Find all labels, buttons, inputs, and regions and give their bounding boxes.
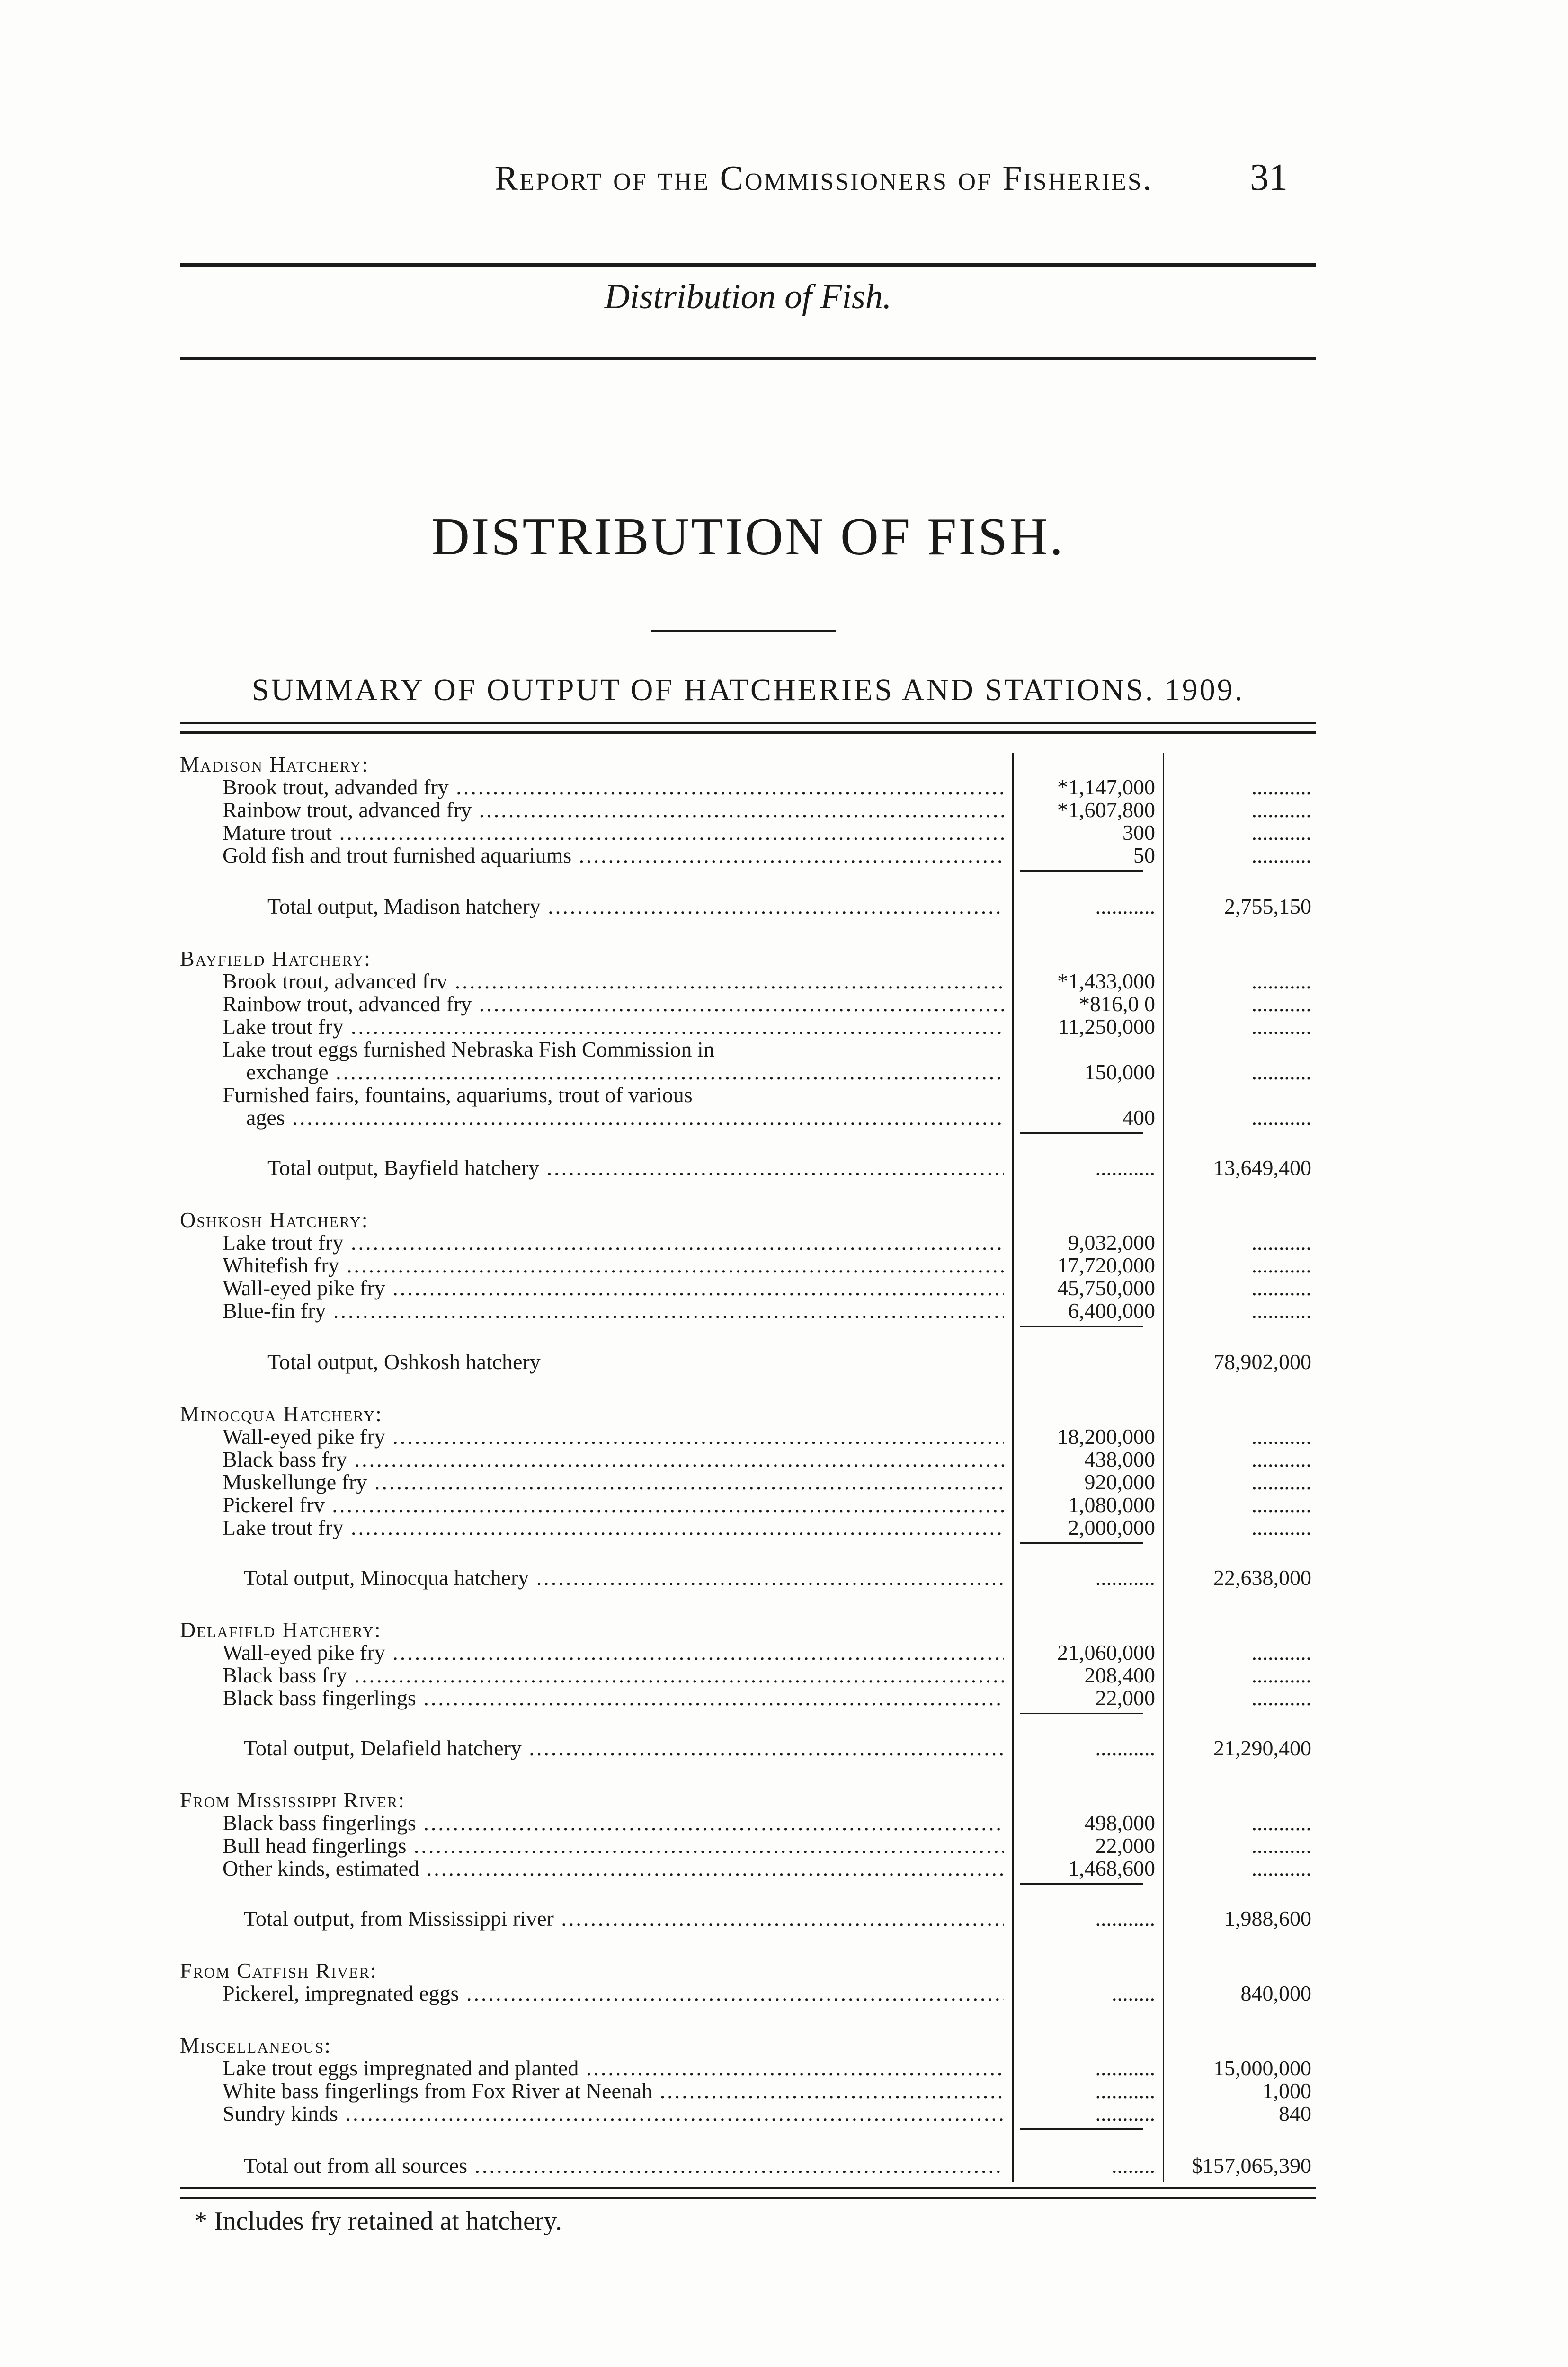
row-description: Lake trout fry .....	[223, 1015, 1004, 1039]
total-value: ...........	[1251, 1811, 1311, 1835]
table-row	[180, 1231, 1316, 1255]
total-value: 13,649,400	[1213, 1156, 1311, 1180]
detail-value: ........	[1112, 1981, 1155, 2005]
detail-value: 11,250,000	[1058, 1014, 1155, 1039]
total-row	[180, 2154, 1316, 2178]
group-heading	[180, 1959, 1316, 1983]
row-description: Wall-eyed pike fry .....	[223, 1641, 1004, 1664]
footnote: * Includes fry retained at hatchery.	[194, 2207, 562, 2236]
detail-value: 1,468,600	[1068, 1856, 1155, 1880]
total-value: ...........	[1251, 1856, 1311, 1880]
detail-value: 21,060,000	[1057, 1640, 1155, 1664]
total-value: ...........	[1251, 843, 1311, 867]
detail-value: ...........	[1095, 2101, 1155, 2126]
table-row	[180, 1425, 1316, 1449]
table-top-rule-second	[180, 731, 1316, 734]
total-row	[180, 895, 1316, 918]
row-description: Delafifld Hatchery:	[180, 1618, 382, 1642]
row-description: Brook trout, advanded fry .....	[223, 775, 1004, 799]
table-row	[180, 1106, 1316, 1130]
sum-rule	[1020, 1883, 1143, 1885]
detail-value: 2,000,000	[1068, 1515, 1155, 1539]
table-row	[180, 1686, 1316, 1710]
row-description: Total output, from Mississippi river .....	[244, 1907, 1004, 1931]
detail-value: 50	[1133, 843, 1155, 867]
total-value: ...........	[1251, 820, 1311, 845]
row-description: Total output, Madison hatchery .....	[267, 895, 1004, 918]
total-row	[180, 1907, 1316, 1931]
detail-value: 22,000	[1095, 1833, 1155, 1858]
row-description: Total output, Bayfield hatchery .....	[267, 1156, 1004, 1180]
total-value: ...........	[1251, 1515, 1311, 1539]
row-description: Muskellunge fry .....	[223, 1470, 1004, 1494]
sum-rule	[1020, 2128, 1143, 2130]
group-heading	[180, 2034, 1316, 2057]
total-value: ...........	[1251, 1493, 1311, 1517]
row-description: Lake trout fry .....	[223, 1516, 1004, 1539]
sum-rule	[1020, 1713, 1143, 1714]
total-value: 2,755,150	[1224, 894, 1311, 918]
total-value: ...........	[1251, 775, 1311, 799]
detail-value: 498,000	[1084, 1811, 1155, 1835]
detail-value: 400	[1123, 1105, 1155, 1130]
table-row	[180, 2056, 1316, 2080]
detail-value: ...........	[1095, 2079, 1155, 2103]
table-row	[180, 1038, 1316, 1061]
table-row	[180, 1493, 1316, 1517]
total-value: ...........	[1251, 1640, 1311, 1664]
row-description: Total output, Minocqua hatchery .....	[244, 1566, 1004, 1590]
main-title: DISTRIBUTION OF FISH.	[431, 507, 1065, 566]
group-heading	[180, 1208, 1316, 1232]
running-head: Report of the Commissioners of Fisheries.	[494, 159, 1153, 198]
table-row	[180, 1448, 1316, 1471]
total-row	[180, 1736, 1316, 1760]
table-row	[180, 1254, 1316, 1277]
total-value: ...........	[1251, 1276, 1311, 1300]
row-description: From Mississippi River:	[180, 1789, 405, 1812]
row-description: Lake trout fry .....	[223, 1231, 1004, 1255]
subtitle: SUMMARY OF OUTPUT OF HATCHERIES AND STATIONS. 1909.	[251, 673, 1245, 707]
total-value: 1,988,600	[1224, 1906, 1311, 1931]
sum-rule	[1020, 1326, 1143, 1327]
table-bottom-rule	[180, 2187, 1316, 2189]
detail-value: 45,750,000	[1057, 1276, 1155, 1300]
total-value: ...........	[1251, 1230, 1311, 1255]
row-description: Rainbow trout, advanced fry .....	[223, 798, 1004, 822]
sum-rule	[1020, 870, 1143, 872]
detail-value: 150,000	[1084, 1060, 1155, 1084]
detail-value: 17,720,000	[1057, 1253, 1155, 1277]
total-value: ...........	[1251, 1253, 1311, 1277]
page-number: 31	[1250, 157, 1288, 198]
table-row	[180, 1083, 1316, 1107]
row-description: White bass fingerlings from Fox River at Neenah .....	[223, 2079, 1004, 2103]
total-row	[180, 1566, 1316, 1590]
table-row	[180, 1811, 1316, 1835]
row-description: ages .....	[246, 1106, 1004, 1130]
total-value: ...........	[1251, 1663, 1311, 1687]
table-row	[180, 1299, 1316, 1323]
total-value: ...........	[1251, 1060, 1311, 1084]
section-title: Distribution of Fish.	[604, 277, 892, 316]
total-value: 1,000	[1262, 2079, 1311, 2103]
row-description: Brook trout, advanced frv .....	[223, 970, 1004, 993]
row-description: Black bass fingerlings .....	[223, 1686, 1004, 1710]
row-description: Total output, Oshkosh hatchery	[267, 1350, 541, 1374]
detail-value: 22,000	[1095, 1686, 1155, 1710]
table-bottom-rule-second	[180, 2197, 1316, 2199]
total-value: ...........	[1251, 1447, 1311, 1471]
row-description: Lake trout eggs impregnated and planted .....	[223, 2056, 1004, 2080]
table-top-rule	[180, 722, 1316, 724]
table-row	[180, 798, 1316, 822]
row-description: Minocqua Hatchery:	[180, 1402, 383, 1426]
sum-rule	[1020, 1542, 1143, 1544]
detail-value: *1,433,000	[1057, 969, 1155, 993]
total-row	[180, 1156, 1316, 1180]
title-rule	[651, 630, 836, 632]
detail-value: *1,147,000	[1057, 775, 1155, 799]
table-row	[180, 970, 1316, 993]
row-description: Black bass fingerlings .....	[223, 1811, 1004, 1835]
row-description: Mature trout .....	[223, 821, 1004, 845]
section-rule	[180, 357, 1316, 360]
total-value: 78,902,000	[1213, 1350, 1311, 1374]
row-description: Oshkosh Hatchery:	[180, 1208, 369, 1232]
table-row	[180, 992, 1316, 1016]
detail-value: ........	[1112, 2153, 1155, 2178]
total-value: ...........	[1251, 1470, 1311, 1494]
total-value: ...........	[1251, 1424, 1311, 1449]
detail-value: ...........	[1095, 1566, 1155, 1590]
total-value: ...........	[1251, 1105, 1311, 1130]
top-rule	[180, 263, 1316, 267]
detail-value: 438,000	[1084, 1447, 1155, 1471]
row-description: Bayfield Hatchery:	[180, 947, 371, 970]
detail-value: *816,0 0	[1079, 992, 1155, 1016]
row-description: Furnished fairs, fountains, aquariums, trout of various	[223, 1083, 693, 1107]
detail-value: 208,400	[1084, 1663, 1155, 1687]
table-row	[180, 775, 1316, 799]
table-row	[180, 1516, 1316, 1539]
total-value: ...........	[1251, 1686, 1311, 1710]
total-value: 15,000,000	[1213, 2056, 1311, 2080]
row-description: Lake trout eggs furnished Nebraska Fish Commission in	[223, 1038, 714, 1061]
table-row	[180, 1015, 1316, 1039]
row-description: Miscellaneous:	[180, 2034, 331, 2057]
total-value: ...........	[1251, 992, 1311, 1016]
row-description: Gold fish and trout furnished aquariums .....	[223, 844, 1004, 867]
row-description: From Catfish River:	[180, 1959, 377, 1983]
total-value: ...........	[1251, 1299, 1311, 1323]
row-description: Black bass fry .....	[223, 1664, 1004, 1687]
row-description: Pickerel, impregnated eggs .....	[223, 1982, 1004, 2005]
detail-value: 9,032,000	[1068, 1230, 1155, 1255]
table-row	[180, 844, 1316, 867]
detail-value: 300	[1123, 820, 1155, 845]
detail-value: ...........	[1095, 894, 1155, 918]
sum-rule	[1020, 1132, 1143, 1134]
table-row	[180, 2079, 1316, 2103]
table-row	[180, 1982, 1316, 2005]
group-heading	[180, 1789, 1316, 1812]
total-value: ...........	[1251, 1014, 1311, 1039]
group-heading	[180, 947, 1316, 970]
total-value: 21,290,400	[1213, 1736, 1311, 1760]
detail-value: 6,400,000	[1068, 1299, 1155, 1323]
detail-value: ...........	[1095, 1736, 1155, 1760]
detail-value: ...........	[1095, 1156, 1155, 1180]
total-value: ...........	[1251, 969, 1311, 993]
row-description: Blue-fin fry .....	[223, 1299, 1004, 1323]
table-row	[180, 1664, 1316, 1687]
group-heading	[180, 753, 1316, 776]
table-row	[180, 1857, 1316, 1880]
row-description: Bull head fingerlings .....	[223, 1834, 1004, 1858]
detail-value: 1,080,000	[1068, 1493, 1155, 1517]
table-row	[180, 1470, 1316, 1494]
row-description: Sundry kinds .....	[223, 2102, 1004, 2126]
total-value: ...........	[1251, 798, 1311, 822]
table-row	[180, 1834, 1316, 1858]
group-heading	[180, 1618, 1316, 1642]
row-description: exchange .....	[246, 1060, 1004, 1084]
table-row	[180, 1060, 1316, 1084]
total-row	[180, 1350, 1316, 1374]
table-row	[180, 2102, 1316, 2126]
row-description: Wall-eyed pike fry .....	[223, 1425, 1004, 1449]
row-description: Rainbow trout, advanced fry .....	[223, 992, 1004, 1016]
group-heading	[180, 1402, 1316, 1426]
total-value: 840	[1279, 2101, 1311, 2126]
table-row	[180, 1276, 1316, 1300]
row-description: Madison Hatchery:	[180, 753, 369, 776]
table-row	[180, 1641, 1316, 1664]
row-description: Other kinds, estimated .....	[223, 1857, 1004, 1880]
total-value: ...........	[1251, 1833, 1311, 1858]
row-description: Total output, Delafield hatchery .....	[244, 1736, 1004, 1760]
total-value: 22,638,000	[1213, 1566, 1311, 1590]
row-description: Total out from all sources .....	[244, 2154, 1004, 2178]
detail-value: ...........	[1095, 2056, 1155, 2080]
row-description: Pickerel frv .....	[223, 1493, 1004, 1517]
detail-value: ...........	[1095, 1906, 1155, 1931]
output-table	[180, 753, 1316, 2182]
row-description: Black bass fry .....	[223, 1448, 1004, 1471]
detail-value: 18,200,000	[1057, 1424, 1155, 1449]
table-row	[180, 821, 1316, 845]
detail-value: 920,000	[1084, 1470, 1155, 1494]
total-value: $157,065,390	[1192, 2153, 1311, 2178]
row-description: Wall-eyed pike fry .....	[223, 1276, 1004, 1300]
detail-value: *1,607,800	[1057, 798, 1155, 822]
row-description: Whitefish fry .....	[223, 1254, 1004, 1277]
total-value: 840,000	[1240, 1981, 1311, 2005]
